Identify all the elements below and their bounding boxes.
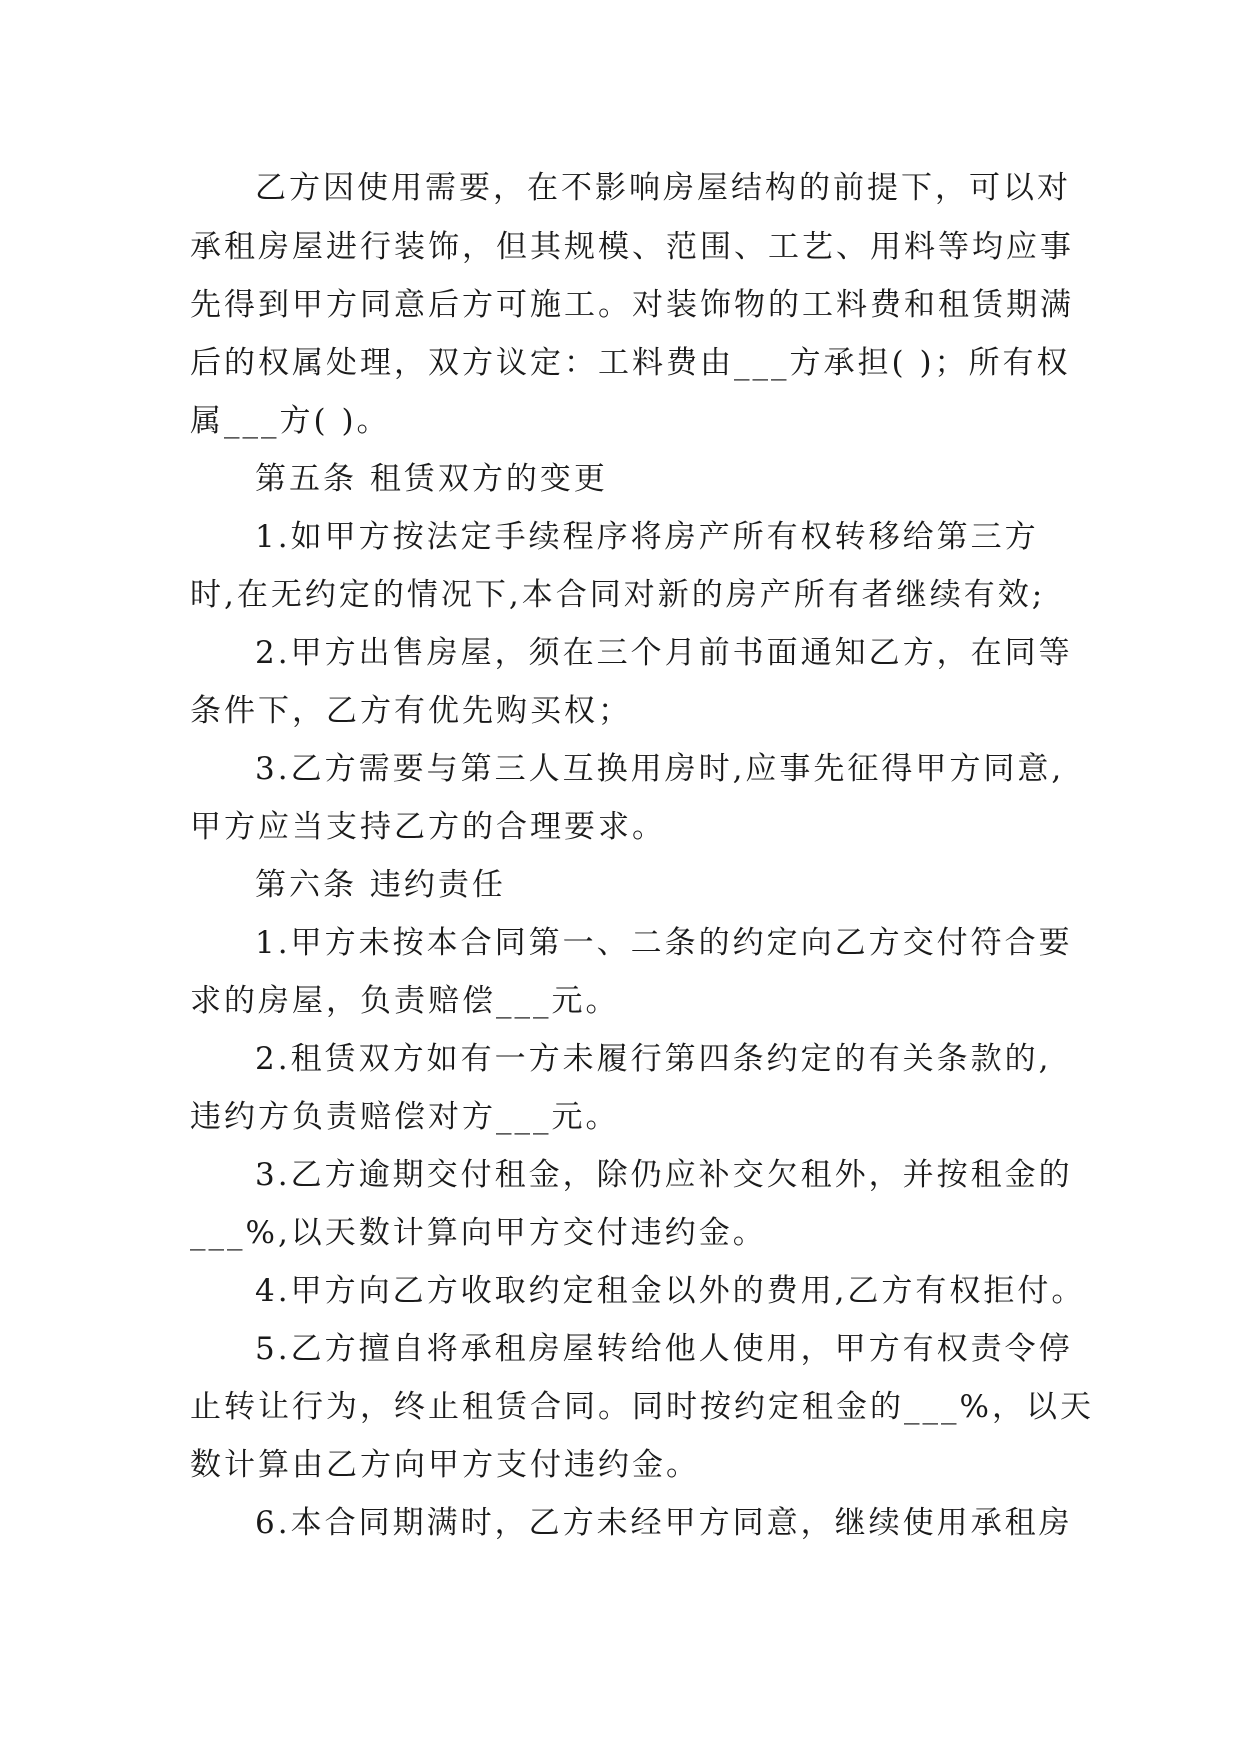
section-heading-5: 第五条 租赁双方的变更 <box>255 461 608 497</box>
text-line: 违约方负责赔偿对方___元。 <box>190 1099 620 1135</box>
text-line: 属___方( )。 <box>190 403 391 439</box>
text-line: 乙方因使用需要，在不影响房屋结构的前提下，可以对 <box>255 170 1071 206</box>
text-line: 3.乙方逾期交付租金，除仍应补交欠租外，并按租金的 <box>255 1157 1073 1193</box>
text-line: 1.如甲方按法定手续程序将房产所有权转移给第三方 <box>255 519 1039 555</box>
text-line: 承租房屋进行装饰，但其规模、范围、工艺、用料等均应事 <box>190 229 1074 265</box>
text-line: 1.甲方未按本合同第一、二条的约定向乙方交付符合要 <box>255 925 1073 961</box>
text-line: 止转让行为，终止租赁合同。同时按约定租金的___%，以天 <box>190 1389 1094 1425</box>
text-line: 甲方应当支持乙方的合理要求。 <box>190 809 666 845</box>
text-line: 2.甲方出售房屋，须在三个月前书面通知乙方，在同等 <box>255 635 1073 671</box>
text-line: 3.乙方需要与第三人互换用房时,应事先征得甲方同意, <box>255 751 1065 787</box>
text-line: 2.租赁双方如有一方未履行第四条约定的有关条款的, <box>255 1041 1052 1077</box>
text-line: 后的权属处理，双方议定：工料费由___方承担( )；所有权 <box>190 345 1071 381</box>
text-line: 条件下，乙方有优先购买权； <box>190 693 632 729</box>
text-line: 6.本合同期满时，乙方未经甲方同意，继续使用承租房 <box>255 1505 1073 1541</box>
text-line: 求的房屋，负责赔偿___元。 <box>190 983 620 1019</box>
text-line: 4.甲方向乙方收取约定租金以外的费用,乙方有权拒付。 <box>255 1273 1086 1309</box>
text-line: 5.乙方擅自将承租房屋转给他人使用，甲方有权责令停 <box>255 1331 1073 1367</box>
text-line: ___%,以天数计算向甲方交付违约金。 <box>190 1215 767 1251</box>
text-line: 数计算由乙方向甲方支付违约金。 <box>190 1447 700 1483</box>
text-line: 时,在无约定的情况下,本合同对新的房产所有者继续有效; <box>190 577 1046 613</box>
text-line: 先得到甲方同意后方可施工。对装饰物的工料费和租赁期满 <box>190 287 1074 323</box>
section-heading-6: 第六条 违约责任 <box>255 867 506 903</box>
